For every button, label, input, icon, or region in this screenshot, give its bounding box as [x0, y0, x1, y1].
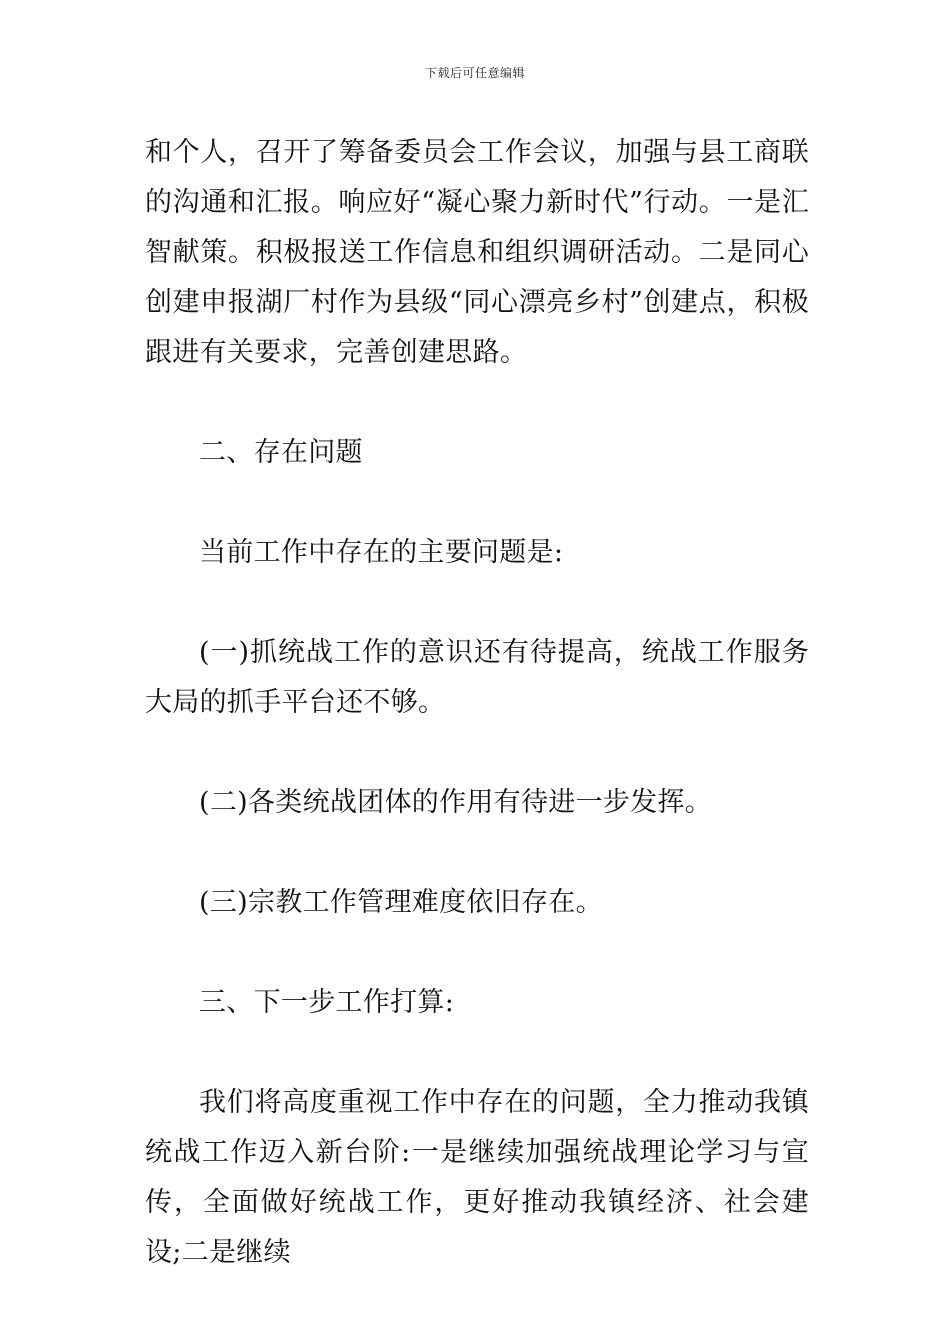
header-note: 下载后可任意编辑 [424, 66, 525, 80]
paragraph-gap [145, 478, 809, 528]
section-heading-next-steps: 三、下一步工作打算: [199, 987, 455, 1018]
issue-item-2: (二)各类统战团体的作用有待进一步发挥。 [199, 787, 713, 818]
paragraph-gap [145, 1028, 809, 1078]
paragraph-gap [145, 928, 809, 978]
paragraph-gap [145, 378, 809, 428]
paragraph-main-problems: 当前工作中存在的主要问题是: [199, 537, 564, 568]
issue-item-3: (三)宗教工作管理难度依旧存在。 [199, 887, 603, 918]
issue-item-1: (一)抓统战工作的意识还有待提高，统战工作服务大局的抓手平台还不够。 [145, 637, 809, 718]
paragraph-next-steps: 我们将高度重视工作中存在的问题，全力推动我镇统战工作迈入新台阶:一是继续加强统战理论学习与宣传，全面做好统战工作，更好推动我镇经济、社会建设;二是继续 [145, 1087, 809, 1268]
paragraph-continuation: 和个人，召开了筹备委员会工作会议，加强与县工商联的沟通和汇报。响应好“凝心聚力新时代”行动。一是汇智献策。积极报送工作信息和组织调研活动。二是同心创建申报湖厂村作为县级“同心漂亮乡村”创建点，积极跟进有关要求，完善创建思路。 [145, 137, 809, 368]
section-heading-problems: 二、存在问题 [199, 437, 363, 468]
paragraph-gap [145, 728, 809, 778]
paragraph-gap [145, 828, 809, 878]
document-body [145, 128, 809, 1278]
paragraph-gap [145, 578, 809, 628]
